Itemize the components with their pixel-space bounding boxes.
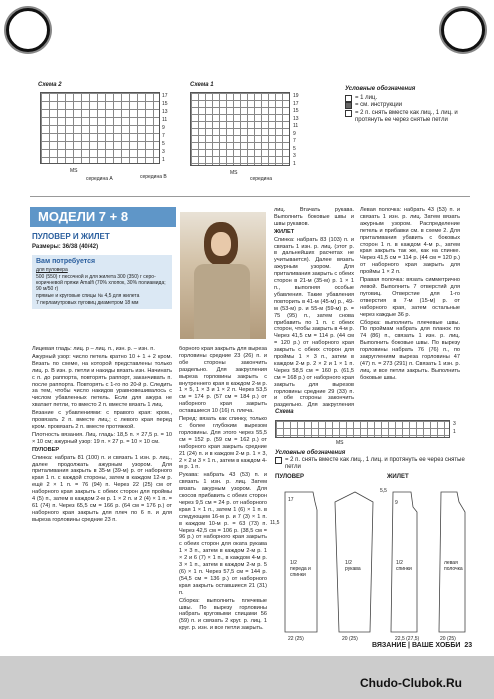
schema-bottom-grid: [275, 420, 450, 438]
schema-bottom-ms: MS: [336, 440, 344, 446]
pullover-pattern-title: ПУЛОВЕР: [275, 474, 305, 480]
sizes: Размеры: 36/38 (40/42): [32, 244, 99, 250]
column-4-text: Левая полочка: набрать 43 (53) п. и связать 1 изн. р. лиц. Затем вязать ажурным узором. Распределение петель и прибавки см. в схеме 2. Для приталивания убавить с боковых сторон 1 п. в каждом 4-м р., затем края закрыть так же, как на спинке. Через 41,5 см = 114 р. (44 см = 120 р.) от наборного края закрыть для проймы 1 × 2 п. Правая полочка: вязать симметрично левой. Выполнить 7 отверстий для пуговиц. Отверстие для 1-го отверстия в 7-м (15-м) р. от наборного края, затем остальные через каждые 36 р. Сборка: выполнить плечевые швы. По проймам набрать для планок по 74 (86) п., связать 1 изн. р. лиц. Выполнить боковые швы. По вырезу горловины набрать 76 (76) п., по закруглениям выреза горловины 47 (47) п. = 273 (291) п. Связать 1 изн. р. лиц. и все петли закрыть. Выполнить боковые швы.: [360, 207, 460, 381]
pullover-label: 20 (25): [342, 636, 358, 642]
schema2-ms: MS: [70, 168, 78, 174]
schema2-middle-a: середина A: [86, 176, 113, 182]
footer-site: Chudo-Clubok.Ru: [360, 676, 462, 690]
schema2-title: Схема 2: [38, 82, 62, 88]
needs-item: 7 перламутровых пуговиц диаметром 18 мм: [36, 300, 139, 307]
vest-label: 1/2 спинки: [396, 560, 412, 572]
legend-item-see: = см. инструкции: [355, 102, 403, 109]
article-heading: ПУЛОВЕР И ЖИЛЕТ: [32, 232, 110, 241]
legend-bottom: Условные обозначения = 2 п. снять вместе как лиц., 1 лиц. и протянуть ее через снятые петли: [275, 450, 465, 471]
schema-bottom-title: Схема: [275, 409, 294, 415]
schema1-ms: MS: [230, 170, 238, 176]
column-3-text: лиц. Втачать рукава. Выполнить боковые швы и швы рукавов. ЖИЛЕТ Спинка: набрать 83 (103) п. и связать 1 изн. р. лиц. (этот р. в дальнейших расчетах не учитывается). Далее вязать ажурным узором. Для приталивания закрыть с обеих сторон в 21-м (35-м) р. 1 × 1 п., выполняя особые убавления. Такие убавления повторить в 41-м (45-м) р., 49-м (53-м) р. и 55-м (59-м) р. = 75 (95) п., затем снова прибавить по 1 п. с обеих сторон, чтобы закрыть в 4-м р. Через 41,5 см = 114 р. (44 см = 120 р.) от наборного края закрыть с обеих сторон для проймы 1 × 3 п., затем в каждом 2-м р. 2 × 2 и 1 × 1 п. Через 58,5 см = 160 р. (61,5 см = 168 р.) от наборного края закрыть для вырезов горловины средние 29 (33) п. и обе стороны закончить раздельно. Для закругления: [274, 207, 354, 407]
schema1-title: Схема 1: [190, 82, 214, 88]
model-photo: [180, 212, 266, 339]
models-banner: МОДЕЛИ 7 + 8: [30, 207, 176, 227]
column-2-text: борного края закрыть для выреза горловины средние 23 (26) п. и обе стороны закончить раздельно. Для закругления выреза горловины закрыть с внутреннего края в каждом 2-м р. 1 × 5, 1 × 3 и 1 × 2 п. Через 53,5 см = 174 р. (57 см = 184 р.) от наборного края закрыть оставшиеся 10 (16) п. плеча. Перед: вязать как спинку, только с более глубоким вырезом горловины. Для этого через 55,5 см = 152 р. (59 см = 162 р.) от наборного края закрыть средние 21 (24) п. и в каждом 2-м р. 1 × 3, 2 × 2 и 3 × 1 п., затем в каждом 4-м р. 1 п. Рукава: набрать 43 (53) п. и связать 1 изн. р. лиц. Затем вязать ажурным узором. Для скосов прибавить с обеих сторон через 9,5 см = 24 р. от наборного края 1 × 1 п., затем 1 (6) × 1 п. в следующем 16-м р. и 7 (3) × 1 п. в каждом 10-м р. = 63 (73) п. Через 42,5 см = 106 р. (38,5 см = 96 р.) от наборного края закрыть с обеих сторон для оката рукава 1 × 3 п., затем в каждом 2-м р. 1 × 2 и 6 (7) × 1 п., в каждом 4-м р. 3 × 1 п., затем в каждом 2-м р. 5 (6) × 1 п. Через 57,5 см = 144 р. (54,5 см = 136 р.) от наборного края закрыть оставшиеся 21 (31) п. Сборка: выполнить плечевые швы. По вырезу горловины набрать круговыми спицами 56 (59) п. и связать 2 круг. р. лиц. 1 круг. р. изн. и все петли закрыть.: [179, 346, 267, 632]
schema2-grid: [40, 92, 160, 164]
top-divider: [30, 196, 470, 197]
pullover-label: 17: [288, 497, 294, 503]
site-stamp-right: [441, 8, 485, 52]
legend-item-knit: = 1 лиц.: [355, 95, 378, 102]
vest-label: 5,5: [380, 488, 387, 494]
schema1-grid: [190, 92, 290, 166]
vest-label: 20 (25): [440, 636, 456, 642]
vest-label: левая полочка: [444, 560, 463, 572]
col1-header: [32, 232, 172, 309]
vest-label: 22,5 (27,5): [395, 636, 420, 642]
needs-heading: Вам потребуется: [36, 258, 96, 266]
legend-bottom-item: = 2 п. снять вместе как лиц., 1 лиц. и протянуть ее через снятые петли: [285, 457, 465, 471]
schema1-row-numbers: 19 17 15 13 11 9 7 5 3 1: [293, 93, 299, 167]
pullover-label: 1/2 рукава: [345, 560, 361, 572]
schema-bottom-rows: 3 1: [453, 421, 456, 435]
legend-top: Условные обозначения = 1 лиц. = см. инструкции = 2 п. снять вместе как лиц., 1 лиц. и протянуть ее через снятые петли: [345, 86, 465, 124]
needs-item: прямые и круговые спицы № 4,5 для жилета: [36, 293, 140, 300]
legend-item-decrease: = 2 п. снять вместе как лиц., 1 лиц. и протянуть ее через снятые петли: [355, 109, 458, 123]
pullover-label: 1/2 переда и спинки: [290, 560, 311, 578]
needs-item: 500 (550) г песочной и для жилета 300 (350) г серо-коричневой пряжи Amalfi (70% хлопок, 30% полиамида; 90 м/50 г): [36, 274, 166, 293]
schema1-middle: середина: [250, 176, 272, 182]
vest-pattern-title: ЖИЛЕТ: [387, 474, 409, 480]
page-number: 23: [464, 642, 473, 649]
pullover-label: 22 (25): [288, 636, 304, 642]
schema2-middle-b: середина B: [140, 174, 167, 180]
column-1-text: Лицевая гладь: лиц. р – лиц. п., изн. р. – изн. п. Ажурный узор: число петель кратно 10 + 1 + 2 кром. Вязать по схеме, на которой представлены только лиц. р. В изн. р. петли и накиды вязать изн. Начинать с п. до раппорта, повторять раппорт, заканчивать п. после раппорта. Повторять с 1-го по 20-й р. Следить за тем, чтобы число накидов уравновешивалось с числом убавленных петель. Если для ажура не хватает петли, то вместо 2 п. вместе вязать 1 лиц. Вязание с убавлениями: с правого края: кром., провязать 2 п. вместе лиц.; с левого края перед кром. провязать 2 п. вместе протяжкой. Плотность вязания. Лиц. гладь: 18,5 п. × 27,5 р. = 10 × 10 см; ажурный узор: 19 п. × 27 р. = 10 × 10 см. ПУЛОВЕР Спинка: набрать 81 (100) п. и связать 1 изн. р. лиц., далее продолжать ажурным узором. Для приталивания закрыть в 35-м (39-м) р. от наборного края 1 п. с каждой стороны, затем в каждом 12-м р. ещё 2 × 1 п. = 76 (94) п. Через 22 (25) см от наборного края закрыть с обеих сторон для проймы 4 (5) п., затем в каждом 2-м р. 1 × 2 п. и 2 (4) × 1 п. = 61 (74) п. Через 65,5 см = 166 р. (64 см = 176 р.) от наборного края закрыть для плеч по 6 п. и для выреза горловины средние 23 п.: [32, 346, 172, 523]
needs-for: для пуловера: [36, 267, 68, 274]
vest-label: 9: [395, 500, 398, 506]
footer-magazine: ВЯЗАНИЕ | ВАШЕ ХОББИ 23: [372, 642, 473, 649]
pullover-label: 11,5: [270, 520, 280, 526]
schema2-row-numbers: 17 15 13 11 9 7 5 3 1: [162, 93, 168, 163]
site-stamp-left: [6, 8, 50, 52]
